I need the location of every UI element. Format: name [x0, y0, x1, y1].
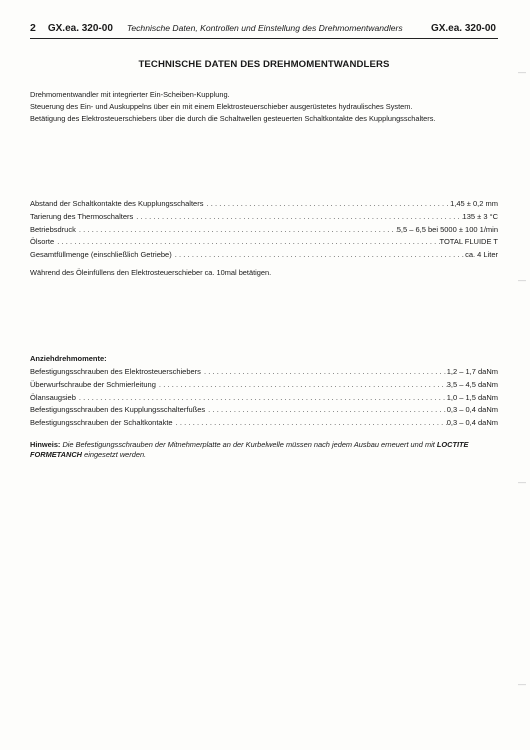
torque-value: 0,3 – 0,4 daNm — [446, 418, 498, 428]
page-number: 2 — [30, 22, 36, 34]
binding-mark: — — [518, 276, 526, 285]
torque-value: 3,5 – 4,5 daNm — [446, 379, 498, 389]
spec-row — [30, 199, 498, 212]
document-reference-right: GX.ea. 320-00 — [430, 23, 496, 34]
torque-row — [30, 393, 498, 406]
torque-value: 1,2 – 1,7 daNm — [446, 367, 498, 376]
page-header — [30, 22, 496, 34]
spec-label: Gesamtfüllmenge (einschließlich Getriebe) — [30, 250, 172, 260]
leader-dots — [172, 250, 465, 259]
spec-row — [30, 237, 498, 250]
binding-mark: — — [518, 478, 526, 487]
spec-row — [30, 250, 498, 263]
hint-tail: eingesetzt werden. — [84, 450, 147, 459]
spec-table — [30, 199, 498, 263]
leader-dots — [156, 380, 447, 389]
leader-dots — [76, 225, 397, 234]
spec-value: TOTAL FLUIDE T — [439, 237, 498, 247]
document-reference-left: GX.ea. 320-00 — [47, 23, 113, 34]
leader-dots — [133, 212, 462, 221]
torque-label: Überwurfschraube der Schmierleitung — [30, 379, 156, 389]
hint-text: Die Befestigungsschrauben der Mitnehmerplatte an der Kurbelwelle müssen nach jedem Ausbau erneuert und mit — [62, 440, 435, 449]
fill-note: Während des Öleinfüllens den Elektrosteuerschieber ca. 10mal betätigen. — [30, 268, 272, 277]
section-title: TECHNISCHE DATEN DES DREHMOMENTWANDLERS — [138, 59, 390, 70]
leader-dots — [205, 405, 447, 414]
spec-value: 135 ± 3 °C — [462, 211, 498, 221]
torque-table — [30, 367, 498, 431]
spec-row — [30, 212, 498, 225]
intro-line: Steuerung des Ein- und Auskuppelns über ein mit einem Elektrosteuerschieber ausgerüstetes hydraulisches System. — [30, 102, 413, 111]
spec-label: Ölsorte — [30, 237, 55, 247]
intro-line: Betätigung des Elektrosteuerschiebers über die durch die Schaltwellen gesteuerten Schaltkontakte des Kupplungsschalters. — [30, 114, 436, 123]
leader-dots — [173, 418, 447, 427]
torque-value: 0,3 – 0,4 daNm — [446, 405, 498, 415]
spec-value: 1,45 ± 0,2 mm — [450, 199, 498, 208]
torque-label: Befestigungsschrauben des Kupplungsschalterfußes — [30, 405, 206, 415]
torque-row — [30, 367, 498, 380]
spec-label: Betriebsdruck — [30, 224, 76, 234]
header-title: Technische Daten, Kontrollen und Einstellung des Drehmomentwandlers — [126, 23, 403, 33]
spec-label: Tarierung des Thermoschalters — [30, 211, 134, 221]
leader-dots — [76, 393, 447, 402]
intro-text — [30, 89, 500, 125]
leader-dots — [203, 199, 450, 208]
torque-value: 1,0 – 1,5 daNm — [446, 392, 498, 402]
torque-heading: Anziehdrehmomente: — [30, 354, 107, 363]
leader-dots — [54, 237, 439, 246]
binding-mark: — — [518, 68, 526, 77]
hint-product: LOCTITE FORMETANCH — [30, 440, 469, 459]
spec-label: Abstand der Schaltkontakte des Kupplungsschalters — [30, 199, 204, 208]
torque-row — [30, 380, 498, 393]
binding-mark: — — [518, 680, 526, 689]
torque-row — [30, 418, 498, 431]
hint-note — [30, 440, 498, 460]
torque-label: Ölansaugsieb — [30, 392, 76, 402]
hint-label: Hinweis: — [30, 440, 61, 449]
intro-line: Drehmomentwandler mit integrierter Ein-Scheiben-Kupplung. — [30, 90, 230, 99]
spec-row — [30, 225, 498, 238]
header-rule — [30, 38, 498, 39]
spec-value: ca. 4 Liter — [465, 250, 498, 260]
spec-value: 5,5 – 6,5 bei 5000 ± 100 1/min — [396, 224, 498, 234]
torque-row — [30, 405, 498, 418]
torque-label: Befestigungsschrauben des Elektrosteuerschiebers — [30, 367, 201, 376]
torque-label: Befestigungsschrauben der Schaltkontakte — [30, 418, 173, 428]
leader-dots — [201, 367, 447, 376]
